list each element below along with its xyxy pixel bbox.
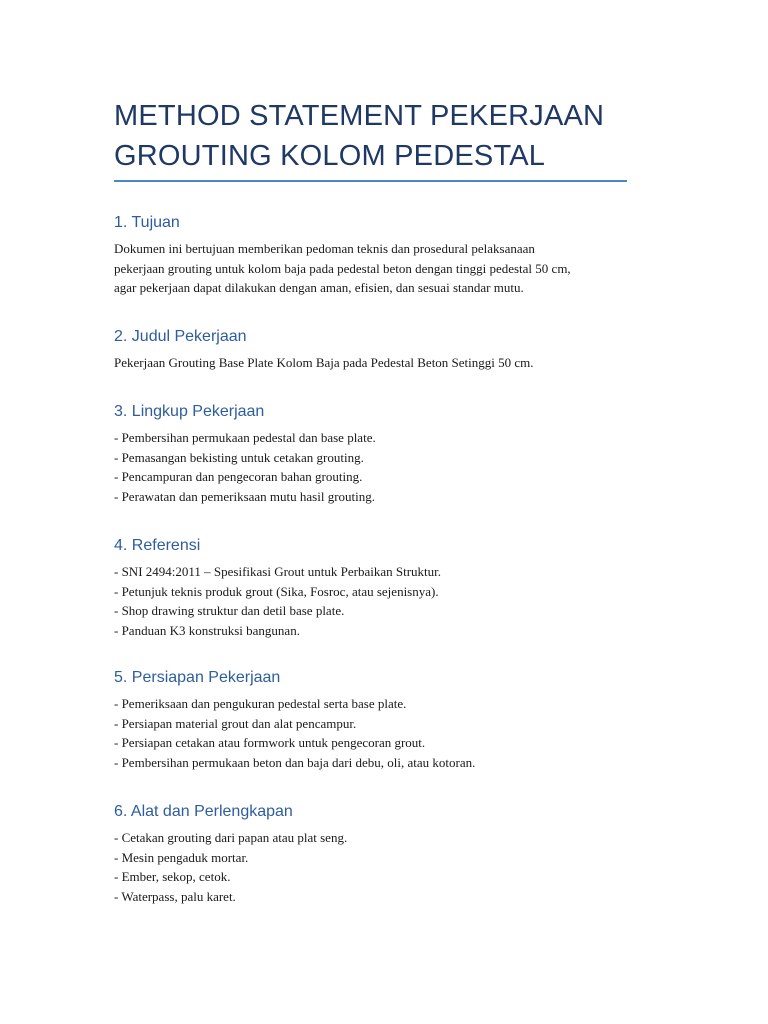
- section-heading: 4. Referensi: [114, 537, 201, 554]
- section-judul-pekerjaan: [114, 327, 654, 373]
- section-heading: 2. Judul Pekerjaan: [114, 328, 247, 345]
- list-item: - Pemeriksaan dan pengukuran pedestal serta base plate.: [114, 696, 407, 711]
- list-item: - Pembersihan permukaan pedestal dan base plate.: [114, 430, 376, 445]
- paragraph-line: Dokumen ini bertujuan memberikan pedoman teknis dan prosedural pelaksanaan: [114, 241, 535, 256]
- title-line-1: METHOD STATEMENT PEKERJAAN: [114, 100, 605, 132]
- list-item: - Panduan K3 konstruksi bangunan.: [114, 622, 300, 638]
- paragraph-line: agar pekerjaan dapat dilakukan dengan aman, efisien, dan sesuai standar mutu.: [114, 280, 524, 295]
- document-title: [114, 96, 634, 176]
- list-item: - SNI 2494:2011 – Spesifikasi Grout untuk Perbaikan Struktur.: [114, 564, 442, 579]
- list-item: - Petunjuk teknis produk grout (Sika, Fosroc, atau sejenisnya).: [114, 583, 439, 599]
- bullet-list: [114, 428, 654, 506]
- section-alat-perlengkapan: [114, 802, 654, 906]
- list-item: - Mesin pengaduk mortar.: [114, 849, 249, 865]
- section-paragraph: [114, 353, 654, 373]
- list-item: - Ember, sekop, cetok.: [114, 869, 231, 884]
- section-paragraph: [114, 239, 654, 298]
- list-item: - Perawatan dan pemeriksaan mutu hasil grouting.: [114, 488, 376, 504]
- section-heading: 5. Persiapan Pekerjaan: [114, 669, 281, 686]
- list-item: - Shop drawing struktur dan detil base plate.: [114, 603, 345, 618]
- list-item: - Pemasangan bekisting untuk cetakan grouting.: [114, 449, 364, 465]
- paragraph-line: pekerjaan grouting untuk kolom baja pada pedestal beton dengan tinggi pedestal 50 cm,: [114, 260, 571, 276]
- bullet-list: [114, 828, 654, 906]
- list-item: - Pembersihan permukaan beton dan baja dari debu, oli, atau kotoran.: [114, 754, 476, 770]
- list-item: - Cetakan grouting dari papan atau plat seng.: [114, 830, 348, 845]
- section-tujuan: [114, 213, 654, 298]
- list-item: - Persiapan material grout dan alat pencampur.: [114, 715, 357, 731]
- section-lingkup-pekerjaan: [114, 402, 654, 506]
- section-heading: 1. Tujuan: [114, 214, 180, 231]
- list-item: - Persiapan cetakan atau formwork untuk pengecoran grout.: [114, 735, 426, 750]
- section-referensi: [114, 536, 654, 640]
- section-persiapan-pekerjaan: [114, 668, 654, 772]
- paragraph-line: Pekerjaan Grouting Base Plate Kolom Baja pada Pedestal Beton Setinggi 50 cm.: [114, 355, 534, 370]
- bullet-list: [114, 562, 654, 640]
- list-item: - Pencampuran dan pengecoran bahan grouting.: [114, 469, 363, 484]
- title-line-2: GROUTING KOLOM PEDESTAL: [114, 140, 546, 172]
- title-divider: [114, 180, 627, 182]
- section-heading: 3. Lingkup Pekerjaan: [114, 403, 265, 420]
- bullet-list: [114, 694, 654, 772]
- list-item: - Waterpass, palu karet.: [114, 888, 236, 904]
- section-heading: 6. Alat dan Perlengkapan: [114, 803, 293, 820]
